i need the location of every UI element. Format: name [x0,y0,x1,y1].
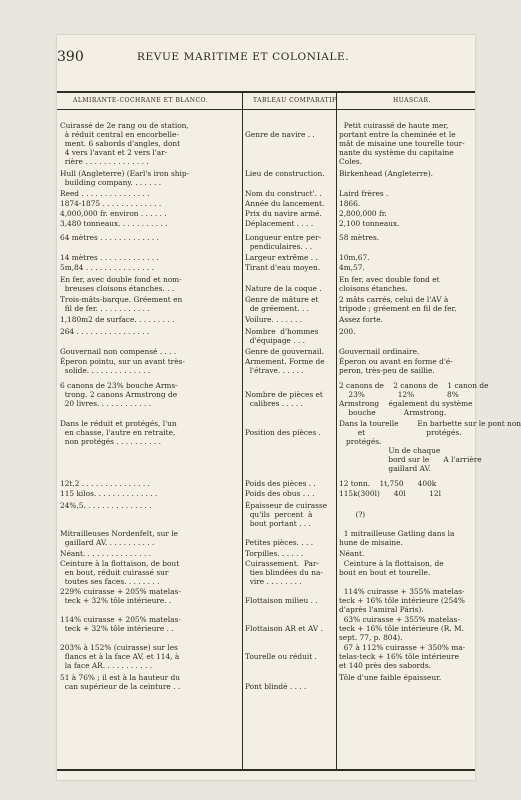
comparison-table [57,91,521,771]
cell-left: 14 mètres . . . . . . . . . . . . . [60,253,159,262]
cell-left: 203% à 152% (cuirasse) sur les flancs et à la face AV, et 114, à la face AR. . . . . . . . . . . [60,643,180,670]
cell-right: 4m,57. [339,263,365,272]
cell-right: (?) [355,510,366,519]
cell-middle: Tirant d'eau moyen. [245,263,321,272]
cell-middle: Nom du construct'. . [245,189,322,198]
cell-middle: Largeur extrême . . [245,253,318,262]
cell-right: 2,800,000 fr. [339,209,387,218]
cell-left: 115 kilos. . . . . . . . . . . . . . [60,489,158,498]
cell-right: Ceinture à la flottaison, de bout en bout et tourelle. [339,559,444,577]
cell-middle: Petites pièces. . . . [245,538,314,547]
cell-middle: Position des pièces . [245,428,321,437]
column-header-middle: TABLEAU COMPARATIF. [253,97,339,104]
cell-middle: Nombre d'hommes d'équipage . . . [245,327,319,345]
cell-middle: Flottaison milieu . . [245,596,318,605]
cell-right: Gouvernail ordinaire. [339,347,420,356]
cell-left: Mitrailleuses Nordenfelt, sur le gaillard AV. . . . . . . . . . . [60,529,179,547]
column-divider-right [336,93,337,769]
column-divider-left [242,93,243,769]
cell-middle: Longueur entre per- pendiculaires. . . [245,233,322,251]
cell-middle: Épaisseur de cuirasse qu'ils percent à bout portant . . . [245,501,328,528]
cell-left: Gouvernail non compensé . . . . [60,347,177,356]
page-number: 390 [57,49,84,65]
cell-middle: Lieu de construction. [245,169,325,178]
cell-left: 114% cuirasse + 205% matelas- teck + 32% tôle intérieure . . [60,615,181,633]
cell-right: Birkenhead (Angleterre). [339,169,434,178]
cell-right: 67 à 112% cuirasse + 350% ma- telas-teck + 16% tôle intérieure et 140 près des sabords. [339,643,466,670]
cell-middle: Nombre de pièces et calibres . . . . . [245,390,323,408]
cell-left: 12t,2 . . . . . . . . . . . . . . . [60,479,150,488]
cell-middle: Poids des obus . . . [245,489,315,498]
table-header [57,93,475,110]
cell-left: 1874-1875 . . . . . . . . . . . . . [60,199,162,208]
cell-middle: Année du lancement. [245,199,325,208]
cell-left: Trois-mâts-barque. Gréement en fil de fer. . . . . . . . . . . . [60,295,183,313]
cell-right: Dans la tourelle En barbette sur le pont non et protégés. protégés. Un de chaque bord sur le A l'arrière gaillard AV. [339,419,521,473]
cell-right: En fer, avec double fond et cloisons étanches. [339,275,440,293]
running-title: REVUE MARITIME ET COLONIALE. [137,51,350,63]
cell-middle: Genre de mâture et de gréement. . . [245,295,319,313]
cell-left: En fer, avec double fond et nom- breuses cloisons étanches. . . [60,275,182,293]
cell-middle: Genre de gouvernail. [245,347,325,356]
cell-left: Cuirassé de 2e rang ou de station, à réduit central en encorbelle- ment. 6 sabords d'angles, dont 4 vers l'avant et 2 vers l'ar- rière . . . . . . . . . . . . . . [60,121,189,166]
cell-right: 12 tonn. 1t,750 400k [339,479,437,488]
cell-left: 3,480 tonneaux. . . . . . . . . . . [60,219,168,228]
cell-left: Ceinture à la flottaison, de bout en bout, réduit cuirassé sur toutes ses faces. . . . . . . . [60,559,180,586]
column-header-right: HUASCAR. [393,97,431,104]
cell-left: 1,180m2 de surface. . . . . . . . . [60,315,175,324]
cell-middle: Armement. Forme de l'étrave. . . . . . [245,357,325,375]
cell-left: 5m,84 . . . . . . . . . . . . . . . [60,263,154,272]
cell-middle: Genre de navire . . [245,130,315,139]
book-page [57,35,521,780]
cell-left: Néant. . . . . . . . . . . . . . . [60,549,152,558]
cell-right: Petit cuirassé de haute mer, portant entre la cheminée et le mât de misaine une tourelle tour- nante du système du capitaine Coles. [339,121,465,166]
cell-right: Assez forte. [339,315,383,324]
cell-left: Dans le réduit et protégés, l'un en chasse, l'autre en retraite, non protégés . . . . . . . . . . [60,419,177,446]
cell-left: 51 à 76% ; il est à la hauteur du can supérieur de la ceinture . . [60,673,181,691]
cell-left: 264 . . . . . . . . . . . . . . . . [60,327,150,336]
cell-left: 6 canons de 23% bouche Arms- trong. 2 canons Armstrong de 20 livres. . . . . . . . . . . . [60,381,178,408]
page-header [57,49,475,75]
cell-middle: Poids des pièces . . [245,479,316,488]
cell-right: 58 mètres. [339,233,380,242]
cell-right: 115k(300l) 40l 12l [339,489,441,498]
cell-right: 63% cuirasse + 355% matelas- teck + 16% tôle intérieure (R. M. sept. 77, p. 804). [339,615,464,642]
cell-left: Reed . . . . . . . . . . . . . . . [60,189,150,198]
cell-middle: Flottaison AR et AV . [245,624,323,633]
cell-left: Hull (Angleterre) (Earl's iron ship- building company. . . . . . . [60,169,190,187]
cell-middle: Déplacement . . . . [245,219,314,228]
cell-right: Néant. [339,549,365,558]
cell-right: 2 canons de 2 canons de 1 canon de 23% 12% 8% Armstrong également du système bouche Armstrong. [339,381,489,417]
column-header-left: ALMIRANTE-COCHRANE ET BLANCO. [73,97,209,104]
cell-right: Laird frères . [339,189,389,198]
cell-left: 4,000,000 fr. environ . . . . . . [60,209,167,218]
cell-right: 1866. [339,199,361,208]
cell-middle: Voilure. . . . . . . [245,315,303,324]
cell-right: 1 mitrailleuse Gatling dans la hune de misaine. [339,529,455,547]
cell-left: 64 mètres . . . . . . . . . . . . . [60,233,159,242]
cell-right: 2,100 tonneaux. [339,219,400,228]
cell-right: 2 mâts carrés, celui de l'AV à tripode ; gréement en fil de fer. [339,295,457,313]
cell-left: 229% cuirasse + 205% matelas- teck + 32% tôle intérieure. . [60,587,181,605]
cell-middle: Cuirassement. Par- ties blindées du na- vire . . . . . . . . [245,559,323,586]
cell-left: Éperon pointu, sur un avant très- solide. . . . . . . . . . . . . . [60,357,185,375]
cell-right: 10m,67. [339,253,370,262]
cell-right: Tôle d'une faible épaisseur. [339,673,442,682]
cell-right: 114% cuirasse + 355% matelas- teck + 16% tôle intérieure (254% d'après l'amiral Páris). [339,587,465,614]
cell-middle: Nature de la coque . [245,284,322,293]
cell-middle: Prix du navire armé. [245,209,322,218]
cell-middle: Tourelle ou réduit . [245,652,317,661]
cell-middle: Pont blindé . . . . [245,682,307,691]
cell-right: Éperon ou avant en forme d'é- peron, très-peu de saillie. [339,357,453,375]
cell-middle: Torpilles. . . . . . [245,549,304,558]
cell-left: 24%,5. . . . . . . . . . . . . . . [60,501,152,510]
cell-right: 200. [339,327,356,336]
